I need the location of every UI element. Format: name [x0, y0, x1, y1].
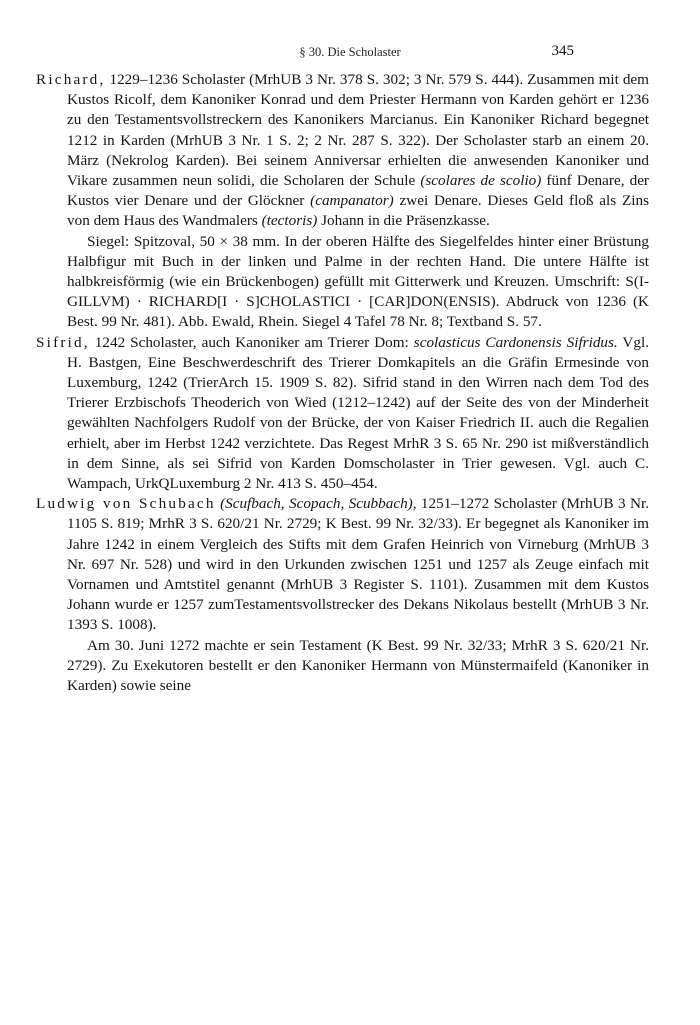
latin-term: scolasticus Cardonensis Sifridus. [413, 333, 618, 351]
name-variants: (Scufbach, Scopach, Scubbach), [215, 495, 417, 513]
person-name: Ludwig von Schubach [36, 495, 216, 513]
body-text [36, 70, 649, 696]
entry-text: zwei Denare. Dieses Geld floß als Zins von dem Haus des Wandmalers [67, 192, 649, 230]
person-name: Sifrid, [36, 333, 90, 351]
running-header [0, 45, 700, 65]
latin-term: (tectoris) [261, 212, 318, 230]
latin-term: (campanator) [310, 192, 394, 210]
entry-richard [36, 70, 649, 232]
entry-text: Johann in die Präsenzkasse. [317, 212, 490, 230]
entry-text: 1229–1236 Scholaster (MrhUB 3 Nr. 378 S. 302; 3 Nr. 579 S. 444). Zusammen mit dem Kustos Ricolf, dem Kanoniker Konrad und dem Priester Hermann von Karden gehört er 1236 zu den Testamentsvollstreckern des Kanonikers Marcianus. Ein Kanoniker Richard begegnet 1212 in Karden (MrhUB 3 Nr. 1 S. 2; 2 Nr. 287 S. 322). Der Scholaster starb an einem 20. März (Nekrolog Karden). Bei seinem Anniversar erhielten die anwesenden Kanoniker und Vikare zusammen neun solidi, die Scholaren der Schule [67, 71, 649, 190]
entry-ludwig [36, 494, 649, 635]
section-title: § 30. Die Scholaster [299, 45, 401, 59]
seal-description: Siegel: Spitzoval, 50 × 38 mm. In der oberen Hälfte des Siegelfeldes hinter einer Brüstung Halbfigur mit Buch in der linken und Palme in der rechten Hand. Die untere Hälfte ist halbkreisförmig (wie ein Brückenbogen) gefüllt mit Gitterwerk und Kreuzen. Umschrift: S(I-GILLVM) · RICHARD[I · S]CHOLASTICI · [CAR]DON(ENSIS). Abdruck von 1236 (K Best. 99 Nr. 481). Abb. Ewald, Rhein. Siegel 4 Tafel 78 Nr. 8; Textband S. 57. [67, 232, 649, 331]
entry-text: fünf Denare, der Kustos vier Denare und der Glöckner [67, 172, 649, 210]
entry-text: 1242 Scholaster, auch Kanoniker am Trierer Dom: [89, 333, 414, 351]
page-number: 345 [551, 43, 574, 59]
testament-paragraph: Am 30. Juni 1272 machte er sein Testament (K Best. 99 Nr. 32/33; MrhR 3 S. 620/21 Nr. 2729). Zu Exekutoren bestellt er den Kanoniker Hermann von Münstermaifeld (Kanoniker in Karden) sowie seine [67, 636, 649, 695]
entry-text: Vgl. H. Bastgen, Eine Beschwerdeschrift des Trierer Domkapitels an die Gräfin Ermesinde von Luxemburg, 1242 (TrierArch 15. 1909 S. 82). Sifrid stand in den Wirren nach dem Tod des Trierer Erzbischofs Theoderich von Wied (1212–1242) auf der Seite des von der Minderheit gewählten Nachfolgers Rudolf von der Brücke, der von Kaiser Friedrich II. auch die Regalien erhielt, aber im Herbst 1242 verzichtete. Das Regest MrhR 3 S. 65 Nr. 290 ist mißverständlich in dem Sinne, als sei Sifrid von Karden Domscholaster in Trier gewesen. Vgl. auch C. Wampach, UrkQLuxemburg 2 Nr. 413 S. 450–454. [67, 333, 650, 493]
person-name: Richard, [36, 71, 106, 88]
latin-term: (scolares de scolio) [420, 172, 542, 190]
entry-text: 1251–1272 Scholaster (MrhUB 3 Nr. 1105 S. 819; MrhR 3 S. 620/21 Nr. 2729; K Best. 99 Nr. 32/33). Er begegnet als Kanoniker im Jahre 1242 in einem Vergleich des Stifts mit dem Grafen Heinrich von Virneburg (MrhUB 3 Nr. 697 Nr. 528) und wird in den Urkunden zwischen 1251 und 1257 als Zeuge einfach mit Vornamen und Amtstitel genannt (MrhUB 3 Register S. 1101). Zusammen mit dem Kustos Johann wurde er 1257 zumTestamentsvollstrecker des Dekans Nikolaus bestellt (MrhUB 3 Nr. 1393 S. 1008). [67, 495, 650, 634]
entry-sifrid [36, 333, 649, 495]
